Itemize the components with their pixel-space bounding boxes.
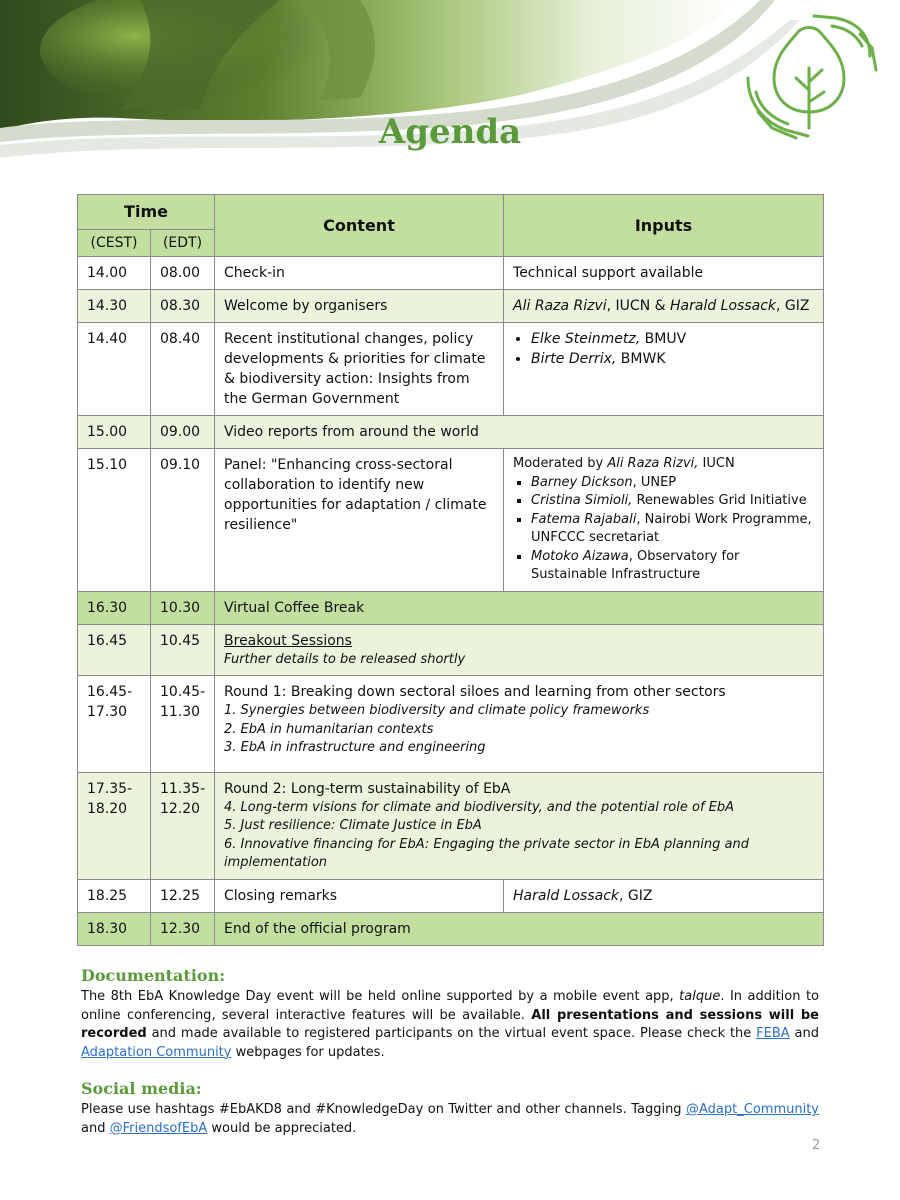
inputs-cell bbox=[504, 879, 824, 912]
emphasis: All presentations and sessions will be recorded bbox=[81, 1007, 819, 1041]
moderator-line bbox=[513, 455, 814, 474]
social-media-paragraph bbox=[81, 1101, 819, 1138]
list-item: 2. EbA in humanitarian contexts bbox=[224, 721, 434, 737]
table-header-row bbox=[78, 195, 824, 230]
header-edt: (EDT) bbox=[151, 230, 215, 257]
list-item bbox=[531, 548, 814, 585]
page-title: Agenda bbox=[378, 112, 522, 152]
adapt-community-link[interactable]: @Adapt_Community bbox=[686, 1102, 819, 1117]
table-row bbox=[78, 323, 824, 416]
social-media-heading: Social media: bbox=[81, 1079, 202, 1098]
time-cest: 16.45- 17.30 bbox=[78, 676, 151, 773]
speaker-org: BMWK bbox=[616, 351, 666, 367]
content-cell bbox=[215, 676, 824, 773]
text-run: Please use hashtags #EbAKD8 and #KnowledgeDay on Twitter and other channels. Tagging bbox=[81, 1102, 687, 1117]
table-row bbox=[78, 416, 824, 449]
content-cell: Recent institutional changes, policy developments & priorities for climate & biodiversity action: Insights from the German Government bbox=[215, 323, 504, 416]
time-cest: 15.10 bbox=[78, 449, 151, 592]
table-row bbox=[78, 879, 824, 912]
content-cell: Video reports from around the world bbox=[215, 416, 824, 449]
header-inputs: Inputs bbox=[504, 195, 824, 257]
speaker-org: BMUV bbox=[640, 331, 687, 347]
table-row bbox=[78, 676, 824, 773]
table-row bbox=[78, 624, 824, 676]
list-item bbox=[531, 349, 814, 369]
breakout-note: Further details to be released shortly bbox=[224, 651, 466, 667]
time-edt: 08.30 bbox=[151, 290, 215, 323]
text-run: and made available to registered participants on the virtual event space. Please check the bbox=[146, 1026, 757, 1041]
speaker-org: , GIZ bbox=[776, 298, 810, 314]
speaker-org: , Observatory for Sustainable Infrastructure bbox=[531, 548, 740, 582]
list-item: 1. Synergies between biodiversity and climate policy frameworks bbox=[224, 703, 650, 718]
time-cest: 18.30 bbox=[78, 912, 151, 945]
speaker-name: Elke Steinmetz, bbox=[531, 331, 641, 347]
moderator-name: Ali Raza Rizvi, bbox=[607, 456, 699, 471]
time-edt: 08.40 bbox=[151, 323, 215, 416]
header-time: Time bbox=[78, 195, 215, 230]
content-cell: Virtual Coffee Break bbox=[215, 591, 824, 624]
speaker-name: Harald Lossack bbox=[513, 887, 620, 904]
table-row bbox=[78, 257, 824, 290]
speaker-name: Ali Raza Rizvi bbox=[513, 298, 607, 314]
time-edt: 10.30 bbox=[151, 591, 215, 624]
time-cest: 18.25 bbox=[78, 879, 151, 912]
inputs-cell: Technical support available bbox=[504, 257, 824, 290]
table-row bbox=[78, 912, 824, 945]
speaker-name: Birte Derrix, bbox=[531, 351, 617, 367]
speaker-org: , Nairobi Work Programme, UNFCCC secretariat bbox=[531, 511, 812, 545]
time-cest: 17.35- 18.20 bbox=[78, 772, 151, 879]
speaker-name: Cristina Simioli, bbox=[531, 493, 633, 508]
header-content: Content bbox=[215, 195, 504, 257]
time-edt: 12.25 bbox=[151, 879, 215, 912]
inputs-cell bbox=[504, 290, 824, 323]
time-cest: 14.30 bbox=[78, 290, 151, 323]
time-cest: 16.30 bbox=[78, 591, 151, 624]
adaptation-community-link[interactable]: Adaptation Community bbox=[81, 1044, 232, 1060]
list-item bbox=[531, 492, 814, 511]
header-cest: (CEST) bbox=[78, 230, 151, 257]
time-cest: 16.45 bbox=[78, 624, 151, 676]
content-cell bbox=[215, 624, 824, 676]
time-edt: 10.45- 11.30 bbox=[151, 676, 215, 773]
table-row bbox=[78, 772, 824, 879]
speaker-name: Fatema Rajabali bbox=[531, 511, 637, 527]
app-name: talque bbox=[679, 989, 721, 1004]
agenda-table bbox=[77, 194, 824, 946]
text-run: and bbox=[789, 1026, 819, 1041]
time-edt: 09.00 bbox=[151, 416, 215, 449]
text-run: and bbox=[81, 1120, 110, 1136]
list-item: 5. Just resilience: Climate Justice in EbA bbox=[224, 818, 482, 833]
speaker-org: , UNEP bbox=[632, 474, 677, 490]
documentation-paragraph bbox=[81, 988, 819, 1062]
list-item: 6. Innovative financing for EbA: Engaging the private sector in EbA planning and implementation bbox=[224, 836, 749, 870]
list-item bbox=[531, 474, 814, 493]
breakout-sessions-label: Breakout Sessions bbox=[224, 632, 352, 649]
speaker-name: Motoko Aizawa bbox=[531, 548, 629, 564]
table-row bbox=[78, 591, 824, 624]
round-title: Round 1: Breaking down sectoral siloes and learning from other sectors bbox=[224, 684, 726, 700]
time-edt: 10.45 bbox=[151, 624, 215, 676]
time-edt: 09.10 bbox=[151, 449, 215, 592]
documentation-heading: Documentation: bbox=[81, 966, 226, 985]
moderator-org: IUCN bbox=[698, 456, 735, 471]
time-edt: 11.35- 12.20 bbox=[151, 772, 215, 879]
table-row bbox=[78, 290, 824, 323]
text-run: The 8th EbA Knowledge Day event will be held online supported by a mobile event app, bbox=[81, 989, 680, 1004]
content-cell bbox=[215, 772, 824, 879]
moderator-prefix: Moderated by bbox=[513, 456, 608, 471]
feba-link[interactable]: FEBA bbox=[756, 1026, 790, 1041]
list-item bbox=[531, 511, 814, 548]
speaker-list bbox=[513, 329, 814, 369]
speaker-name: Harald Lossack bbox=[670, 298, 777, 314]
speaker-org: , IUCN & bbox=[606, 298, 670, 314]
speaker-org: Renewables Grid Initiative bbox=[632, 493, 807, 508]
friendsofeba-link[interactable]: @FriendsofEbA bbox=[109, 1120, 208, 1136]
time-cest: 14.00 bbox=[78, 257, 151, 290]
list-item: 4. Long-term visions for climate and biodiversity, and the potential role of EbA bbox=[224, 799, 735, 815]
table-row bbox=[78, 449, 824, 592]
inputs-cell bbox=[504, 323, 824, 416]
speaker-org: , GIZ bbox=[619, 887, 653, 904]
time-edt: 08.00 bbox=[151, 257, 215, 290]
text-run: would be appreciated. bbox=[207, 1120, 357, 1136]
text-run: . In addition to online conferencing, several interactive features will be available. bbox=[81, 989, 820, 1023]
panelist-list bbox=[513, 474, 814, 585]
round-title: Round 2: Long-term sustainability of EbA bbox=[224, 780, 511, 797]
inputs-cell bbox=[504, 449, 824, 592]
content-cell: Closing remarks bbox=[215, 879, 504, 912]
list-item bbox=[531, 329, 814, 349]
page-number: 2 bbox=[812, 1138, 821, 1153]
speaker-name: Barney Dickson bbox=[531, 474, 633, 490]
content-cell: End of the official program bbox=[215, 912, 824, 945]
content-cell: Panel: "Enhancing cross-sectoral collaboration to identify new opportunities for adaptation / climate resilience" bbox=[215, 449, 504, 592]
time-edt: 12.30 bbox=[151, 912, 215, 945]
time-cest: 14.40 bbox=[78, 323, 151, 416]
content-cell: Check-in bbox=[215, 257, 504, 290]
text-run: webpages for updates. bbox=[231, 1044, 385, 1060]
list-item: 3. EbA in infrastructure and engineering bbox=[224, 740, 486, 755]
content-cell: Welcome by organisers bbox=[215, 290, 504, 323]
time-cest: 15.00 bbox=[78, 416, 151, 449]
